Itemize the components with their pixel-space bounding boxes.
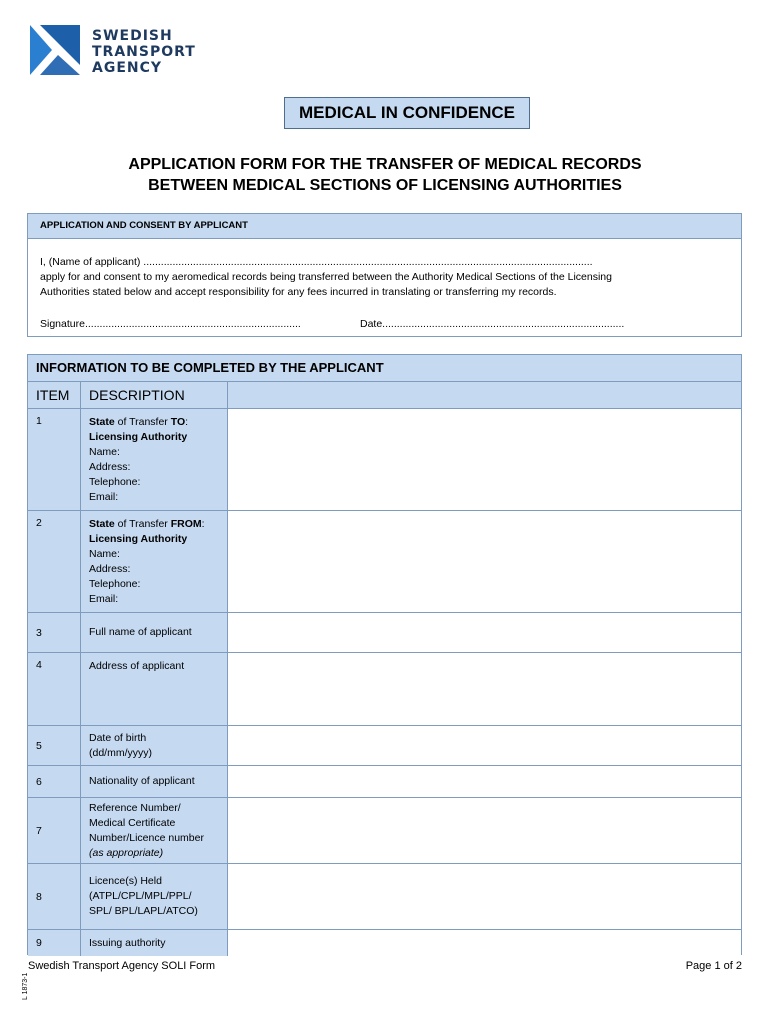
- answer-field[interactable]: [228, 726, 741, 765]
- item-number: 1: [28, 409, 81, 510]
- table-row: [28, 511, 741, 613]
- table-row: [28, 864, 741, 930]
- item-description: State of Transfer TO: Licensing Authority Name: Address: Telephone: Email:: [81, 409, 228, 510]
- footer-form-name: Swedish Transport Agency SOLI Form: [28, 960, 216, 972]
- confidential-banner: MEDICAL IN CONFIDENCE: [284, 97, 530, 129]
- logo-line-1: SWEDISH: [92, 28, 173, 44]
- info-heading: INFORMATION TO BE COMPLETED BY THE APPLICANT: [28, 355, 741, 382]
- table-row: [28, 930, 741, 956]
- logo-line-3: AGENCY: [92, 60, 163, 76]
- consent-text: [40, 255, 730, 300]
- item-number: 5: [28, 726, 81, 765]
- col-item-header: ITEM: [28, 382, 81, 408]
- answer-field[interactable]: [228, 653, 741, 725]
- item-description: Licence(s) Held (ATPL/CPL/MPL/PPL/ SPL/ BPL/LAPL/ATCO): [81, 864, 228, 929]
- item-number: 3: [28, 613, 81, 652]
- item-number: 7: [28, 798, 81, 863]
- table-row: [28, 798, 741, 864]
- logo-line-2: TRANSPORT: [92, 44, 196, 60]
- item-description: Nationality of applicant: [81, 766, 228, 797]
- consent-text-line-2: apply for and consent to my aeromedical records being transferred between the Authority Medical Sections of the Licensing: [40, 271, 612, 283]
- consent-heading: APPLICATION AND CONSENT BY APPLICANT: [28, 214, 741, 239]
- table-row: [28, 613, 741, 653]
- col-description-header: DESCRIPTION: [81, 382, 228, 408]
- form-title-line-2: BETWEEN MEDICAL SECTIONS OF LICENSING AUTHORITIES: [148, 177, 622, 194]
- form-code: L 1873-1: [22, 972, 29, 1000]
- agency-logo-icon: [30, 25, 82, 75]
- item-description: Address of applicant: [81, 653, 228, 725]
- item-description: Reference Number/ Medical Certificate Number/Licence number (as appropriate): [81, 798, 228, 863]
- date-field[interactable]: Date...................................................................................: [360, 318, 625, 330]
- table-header: [28, 382, 741, 409]
- agency-logo-text: [92, 28, 196, 76]
- consent-text-line-3: Authorities stated below and accept responsibility for any fees incurred in translating or transferring my records.: [40, 286, 557, 298]
- form-title: [40, 154, 730, 196]
- applicant-name-line[interactable]: I, (Name of applicant) ..........................................................................................................................................................: [40, 256, 593, 268]
- consent-section: [27, 213, 742, 337]
- item-description: Full name of applicant: [81, 613, 228, 652]
- table-row: [28, 766, 741, 798]
- answer-field[interactable]: [228, 766, 741, 797]
- item-description: State of Transfer FROM: Licensing Authority Name: Address: Telephone: Email:: [81, 511, 228, 612]
- agency-logo: [30, 25, 230, 80]
- form-title-line-1: APPLICATION FORM FOR THE TRANSFER OF MEDICAL RECORDS: [128, 156, 642, 173]
- item-description: Issuing authority: [81, 930, 228, 956]
- answer-field[interactable]: [228, 613, 741, 652]
- table-row: [28, 726, 741, 766]
- table-row: [28, 653, 741, 726]
- item-number: 8: [28, 864, 81, 929]
- applicant-info-section: [27, 354, 742, 955]
- footer-page-number: Page 1 of 2: [685, 960, 742, 972]
- item-description: Date of birth (dd/mm/yyyy): [81, 726, 228, 765]
- answer-field[interactable]: [228, 798, 741, 863]
- item-number: 2: [28, 511, 81, 612]
- table-row: [28, 409, 741, 511]
- answer-field[interactable]: [228, 864, 741, 929]
- answer-field[interactable]: [228, 409, 741, 510]
- item-number: 9: [28, 930, 81, 956]
- answer-field[interactable]: [228, 511, 741, 612]
- answer-field[interactable]: [228, 930, 741, 956]
- item-number: 4: [28, 653, 81, 725]
- signature-field[interactable]: Signature..........................................................................: [40, 318, 301, 330]
- item-number: 6: [28, 766, 81, 797]
